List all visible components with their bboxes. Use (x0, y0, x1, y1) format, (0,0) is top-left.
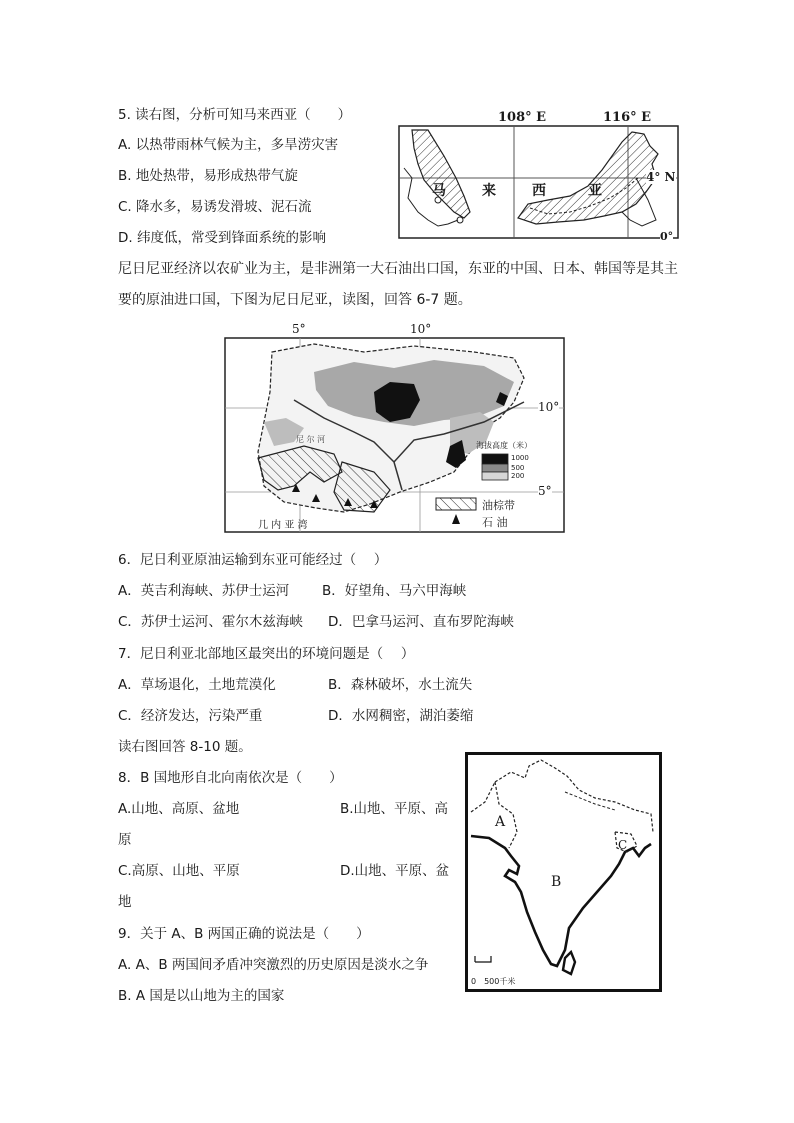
q6-option-d: D．巴拿马运河、直布罗陀海峡 (328, 614, 514, 630)
q8-option-a: A.山地、高原、盆地 (118, 801, 240, 817)
lat-4n-label: 4° N (646, 170, 676, 184)
legend-level-200: 200 (511, 472, 525, 480)
nigeria-intro-line-1: 尼日尼亚经济以农矿业为主，是非洲第一大石油出口国，东亚的中国、日本、韩国等是其主 (118, 261, 678, 277)
legend-level-1000: 1000 (511, 454, 529, 462)
legend-oil-palm: 油棕带 (482, 499, 515, 512)
q8-option-d-line1: D.山地、平原、盆 (340, 863, 450, 879)
q6-option-c: C．苏伊士运河、霍尔木兹海峡 (118, 614, 303, 630)
legend-title: 海拔高度（米） (476, 441, 532, 450)
legend-level-500: 500 (511, 464, 525, 472)
scale-text: 0 500千米 (471, 977, 516, 986)
q8-option-b-line1: B.山地、平原、高 (340, 801, 449, 817)
q5-option-c: C. 降水多，易诱发滑坡、泥石流 (118, 199, 312, 215)
q6-stem: 6．尼日利亚原油运输到东亚可能经过（ ） (118, 552, 388, 568)
q6-option-a: A．英吉利海峡、苏伊士运河 (118, 583, 290, 599)
lon-5-label: 5° (292, 322, 306, 336)
q7-option-c: C．经济发达，污染严重 (118, 708, 263, 724)
lat-5-label: 5° (538, 484, 552, 498)
south-asia-map (465, 752, 662, 992)
lat-0-label: 0° (660, 230, 674, 243)
label-a: A (495, 814, 506, 830)
nigeria-intro-line-2: 要的原油进口国，下图为尼日尼亚，读图，回答 6-7 题。 (118, 292, 472, 308)
q5-option-b: B. 地处热带，易形成热带气旋 (118, 168, 298, 184)
sea-label: 几 内 亚 湾 (258, 520, 308, 531)
q5-option-d: D. 纬度低，常受到锋面系统的影响 (118, 230, 326, 246)
country-char-3: 西 (532, 183, 546, 199)
q8-option-d-line2: 地 (118, 894, 132, 910)
q5-stem: 5. 读右图，分析可知马来西亚（ ） (118, 107, 352, 123)
q8-option-b-line2: 原 (118, 832, 132, 848)
q7-option-a: A．草场退化，土地荒漠化 (118, 677, 276, 693)
q9-option-b: B. A 国是以山地为主的国家 (118, 988, 285, 1004)
lon-116-label: 116° E (603, 110, 652, 125)
q7-option-d: D．水网稠密，湖泊萎缩 (328, 708, 474, 724)
river-label: 尼 尔 河 (296, 435, 326, 444)
lat-10-label: 10° (538, 400, 560, 414)
country-char-2: 来 (482, 183, 496, 199)
q7-option-b: B．森林破坏，水土流失 (328, 677, 473, 693)
q6-option-b: B．好望角、马六甲海峡 (322, 583, 467, 599)
malaysia-map (398, 108, 680, 244)
lon-108-label: 108° E (498, 110, 547, 125)
q9-option-a: A. A、B 两国间矛盾冲突激烈的历史原因是淡水之争 (118, 957, 429, 973)
country-char-1: 马 (432, 183, 446, 199)
label-c: C (618, 838, 628, 852)
lon-10-label: 10° (410, 322, 432, 336)
south-asia-intro: 读右图回答 8-10 题。 (118, 739, 252, 755)
nigeria-map (224, 322, 566, 534)
legend-oil: 石 油 (482, 516, 508, 529)
q8-option-c: C.高原、山地、平原 (118, 863, 240, 879)
label-b: B (551, 874, 562, 890)
country-char-4: 亚 (588, 183, 602, 199)
q5-option-a: A. 以热带雨林气候为主，多旱涝灾害 (118, 137, 339, 153)
q9-stem: 9．关于 A、B 两国正确的说法是（ ） (118, 926, 370, 942)
q8-stem: 8．B 国地形自北向南依次是（ ） (118, 770, 343, 786)
q7-stem: 7．尼日利亚北部地区最突出的环境问题是（ ） (118, 646, 415, 662)
